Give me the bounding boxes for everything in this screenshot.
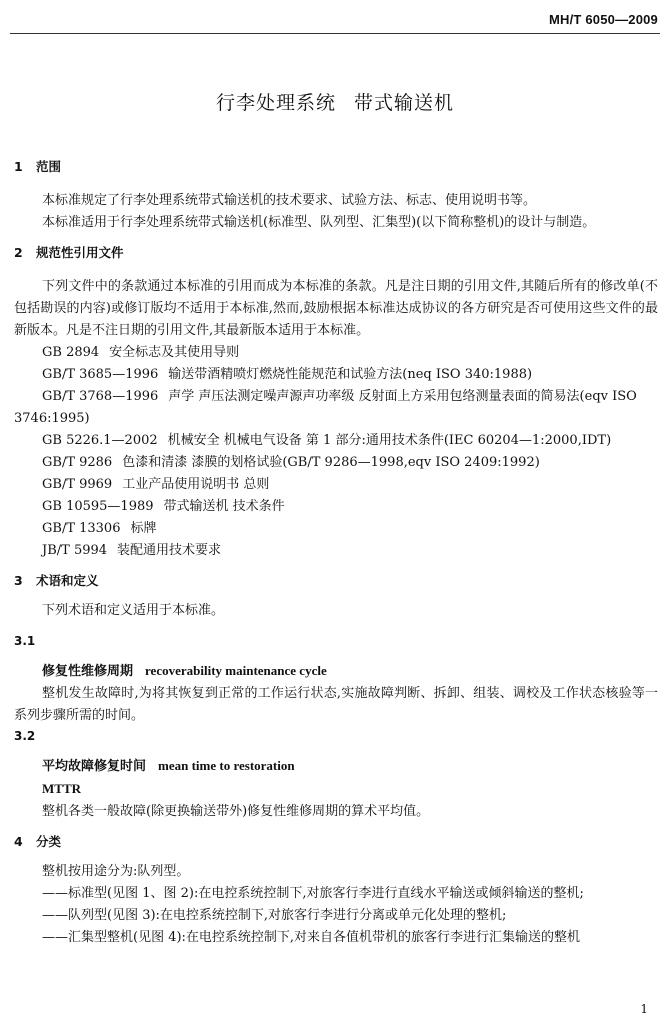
- list-item: ——汇集型整机(见图 4):在电控系统控制下,对来自各值机带机的旅客行李进行汇集输送的整机: [42, 930, 581, 945]
- section-heading-scope: 1 范围: [14, 159, 62, 174]
- reference-item: GB/T 3685—1996 输送带酒精喷灯燃烧性能规范和试验方法(neq ISO 340:1988): [42, 367, 533, 382]
- title-part-1: 行李处理系统: [215, 92, 336, 114]
- paragraph: 下列文件中的条款通过本标准的引用而成为本标准的条款。凡是注日期的引用文件,其随后所有的修改单(不包括勘误的内容)或修订版均不适用于本标准,然而,鼓励根据本标准达成协议的各方研究是否可使用这些文件的最新版本。凡是不注日期的引用文件,其最新版本适用于本标准。: [14, 279, 658, 338]
- term-number: 3.2: [14, 729, 36, 743]
- paragraph: 下列术语和定义适用于本标准。: [42, 603, 225, 618]
- reference-item: GB 2894 安全标志及其使用导则: [42, 345, 240, 360]
- reference-item: GB/T 3768—1996 声学 声压法测定噪声源声功率级 反射面上方采用包络测量表面的简易法(eqv ISO 3746:1995): [14, 389, 637, 426]
- term-definition: 整机发生故障时,为将其恢复到正常的工作运行状态,实施故障判断、拆卸、组装、调校及工作状态核验等一系列步骤所需的时间。: [14, 686, 658, 723]
- list-item: ——标准型(见图 1、图 2):在电控系统控制下,对旅客行李进行直线水平输送或倾斜输送的整机;: [42, 886, 584, 901]
- term-heading: 修复性维修周期 recoverability maintenance cycle: [42, 663, 327, 679]
- document-title: [0, 88, 670, 115]
- title-part-2: 带式输送机: [354, 92, 455, 114]
- reference-item: GB/T 9286 色漆和清漆 漆膜的划格试验(GB/T 9286—1998,eqv ISO 2409:1992): [42, 455, 540, 470]
- standard-code: MH/T 6050—2009: [548, 12, 658, 27]
- section-heading-normative-references: 2 规范性引用文件: [14, 245, 124, 260]
- paragraph: 整机按用途分为:队列型。: [42, 864, 190, 879]
- reference-item: JB/T 5994 装配通用技术要求: [42, 543, 222, 558]
- term-abbreviation: MTTR: [42, 781, 81, 796]
- header-rule: [10, 33, 660, 34]
- term-heading: 平均故障修复时间 mean time to restoration: [42, 758, 295, 774]
- reference-item: GB/T 13306 标牌: [42, 521, 157, 536]
- section-heading-terms: 3 术语和定义: [14, 573, 99, 588]
- list-item: ——队列型(见图 3):在电控系统控制下,对旅客行李进行分离或单元化处理的整机;: [42, 908, 507, 923]
- page-number: 1: [640, 1002, 648, 1016]
- paragraph: 本标准规定了行李处理系统带式输送机的技术要求、试验方法、标志、使用说明书等。: [42, 193, 537, 208]
- document-body: [14, 158, 658, 949]
- reference-item: GB 5226.1—2002 机械安全 机械电气设备 第 1 部分:通用技术条件(IEC 60204—1:2000,IDT): [42, 433, 612, 448]
- reference-item: GB/T 9969 工业产品使用说明书 总则: [42, 477, 270, 492]
- section-heading-classification: 4 分类: [14, 834, 62, 849]
- paragraph: 本标准适用于行李处理系统带式输送机(标准型、队列型、汇集型)(以下简称整机)的设计与制造。: [42, 215, 596, 230]
- reference-item: GB 10595—1989 带式输送机 技术条件: [42, 499, 285, 514]
- term-definition: 整机各类一般故障(除更换输送带外)修复性维修周期的算术平均值。: [42, 804, 430, 819]
- term-number: 3.1: [14, 634, 36, 648]
